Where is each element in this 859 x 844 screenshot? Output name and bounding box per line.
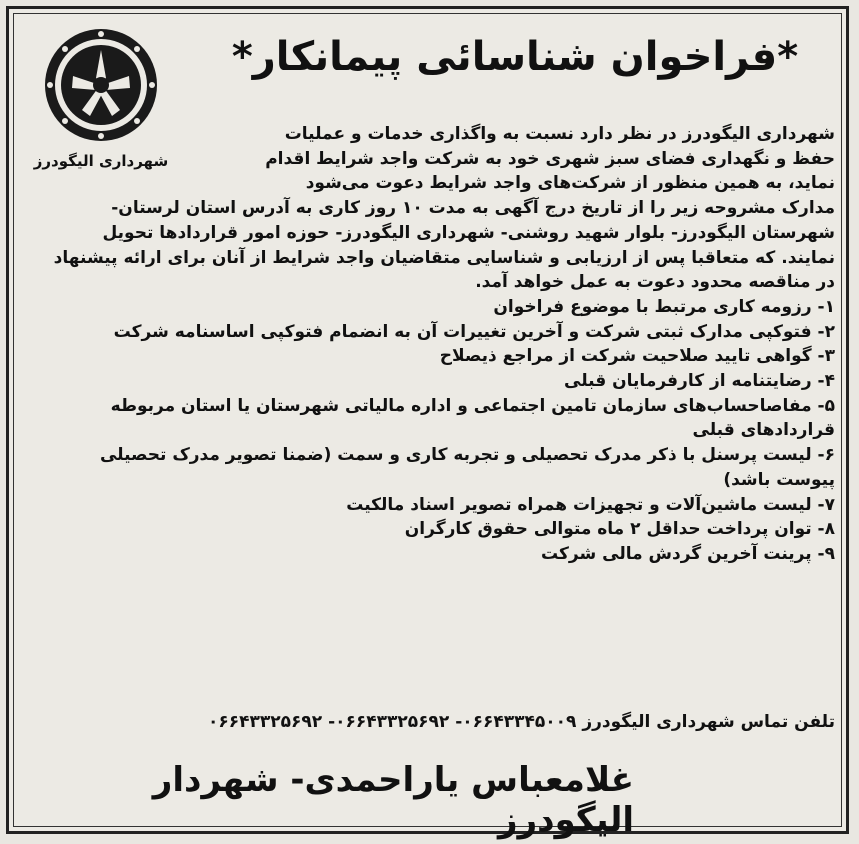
requirement-item: ۳- گواهی تایید صلاحیت شرکت از مراجع ذیصلاح: [439, 346, 835, 367]
requirement-item-continued: پیوست باشد): [723, 469, 835, 490]
intro-line: نماید، به همین منظور از شرکت‌های واجد شرایط دعوت می‌شود: [305, 173, 835, 194]
requirement-item: ۷- لیست ماشین‌آلات و تجهیزات همراه تصویر اسناد مالکیت: [346, 494, 835, 515]
requirement-item-continued: قراردادهای قبلی: [692, 420, 835, 441]
requirement-item: ۸- توان پرداخت حداقل ۲ ماه متوالی حقوق کارگران: [404, 519, 835, 540]
logo-caption: شهرداری الیگودرز: [33, 152, 169, 170]
intro-line: شهرستان الیگودرز- بلوار شهید روشنی- شهرداری الیگودرز- حوزه امور قراردادها تحویل: [102, 222, 835, 243]
intro-line: حفظ و نگهداری فضای سبز شهری خود به شرکت واجد شرایط اقدام: [265, 148, 835, 169]
signature: غلامعباس یاراحمدی- شهردار الیگودرز: [152, 760, 634, 840]
requirement-item: ۱- رزومه کاری مرتبط با موضوع فراخوان: [493, 296, 835, 317]
notice-body: [35, 122, 835, 567]
intro-line: مدارک مشروحه زیر را از تاریخ درج آگهی به مدت ۱۰ روز کاری به آدرس استان لرستان-: [111, 198, 835, 219]
requirement-item: ۶- لیست پرسنل با ذکر مدرک تحصیلی و تجربه کاری و سمت (ضمنا تصویر مدرک تحصیلی: [99, 445, 835, 466]
requirement-item: ۵- مفاصاحساب‌های سازمان تامین اجتماعی و اداره مالیاتی شهرستان یا استان مربوطه: [110, 395, 835, 416]
contact-phone: تلفن تماس شهرداری الیگودرز ۰۶۶۴۳۳۴۵۰۰۹- ۰۶۶۴۳۳۲۵۶۹۲- ۰۶۶۴۳۳۲۵۶۹۲: [208, 712, 835, 732]
intro-line: نمایند. که متعاقبا پس از ارزیابی و شناسایی متقاضیان واجد شرایط از آنان برای ارائه پیشنهاد: [53, 247, 835, 268]
requirement-item: ۴- رضایتنامه از کارفرمایان قبلی: [564, 371, 835, 392]
intro-line: در مناقصه محدود دعوت به عمل خواهد آمد.: [475, 272, 835, 293]
requirement-item: ۲- فتوکپی مدارک ثبتی شرکت و آخرین تغییرات آن به انضمام فتوکپی اساسنامه شرکت: [113, 321, 835, 342]
notice-title: *فراخوان شناسائی پیمانکار*: [231, 34, 799, 80]
requirement-item: ۹- پرینت آخرین گردش مالی شرکت: [541, 543, 835, 564]
intro-line: شهرداری الیگودرز در نظر دارد نسبت به واگذاری خدمات و عملیات: [284, 124, 835, 144]
